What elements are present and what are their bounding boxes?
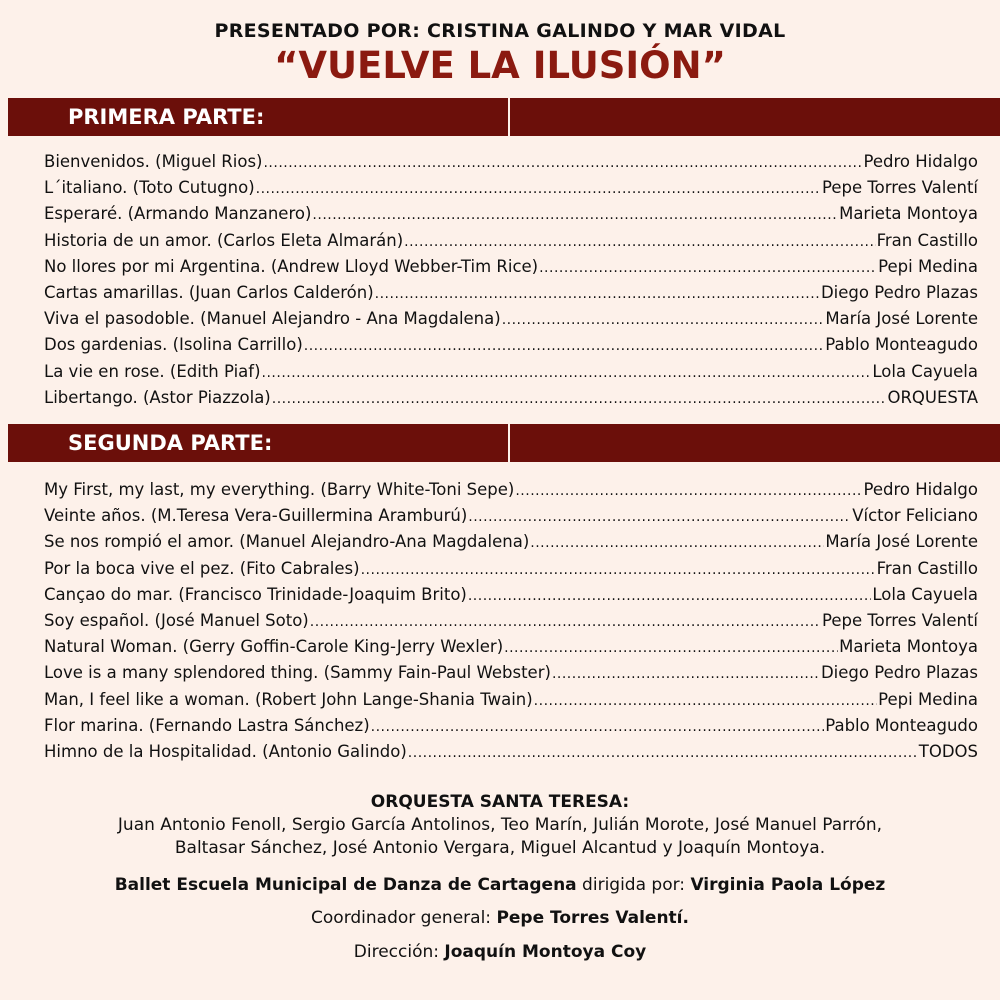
leader-dots [408,745,918,761]
song-row [44,178,978,204]
song-title: Himno de la Hospitalidad. (Antonio Galindo) [44,741,407,761]
song-row [44,532,978,558]
song-title: L´italiano. (Toto Cutugno) [44,178,255,198]
song-row [44,663,978,689]
song-list-primera [44,152,978,414]
leader-dots [375,286,820,302]
performer-name: ORQUESTA [887,387,978,407]
song-title: Cartas amarillas. (Juan Carlos Calderón) [44,282,374,302]
performer-name: Pepe Torres Valentí [821,610,978,630]
ballet-name: Ballet Escuela Municipal de Danza de Cartagena [114,875,577,895]
leader-dots [539,260,877,276]
direction-credit [0,942,1000,962]
song-title: Historia de un amor. (Carlos Eleta Almarán) [44,230,404,250]
direction-name: Joaquín Montoya Coy [444,942,647,962]
leader-dots [272,391,887,407]
ballet-credit [0,875,1000,895]
performer-name: TODOS [918,741,978,761]
performer-name: Diego Pedro Plazas [820,282,978,302]
leader-dots [534,693,877,709]
orchestra-title: ORQUESTA SANTA TERESA: [370,792,630,812]
performer-name: Pablo Monteagudo [825,335,978,355]
leader-dots [312,207,838,223]
leader-dots [552,666,820,682]
song-row [44,506,978,532]
song-title: Esperaré. (Armando Manzanero) [44,204,312,224]
leader-dots [371,719,825,735]
performer-name: Marieta Montoya [839,637,978,657]
song-row [44,283,978,309]
leader-dots [263,155,862,171]
leader-dots [304,338,824,354]
ballet-director: Virginia Paola López [690,875,886,895]
song-list-segunda [44,480,978,768]
song-row [44,742,978,768]
leader-dots [310,614,821,630]
song-row [44,388,978,414]
section-title: PRIMERA PARTE: [68,105,265,129]
performer-name: Diego Pedro Plazas [820,663,978,683]
song-title: Love is a many splendored thing. (Sammy Fain-Paul Webster) [44,663,551,683]
song-title: Man, I feel like a woman. (Robert John Lange-Shania Twain) [44,689,533,709]
song-row [44,559,978,585]
performer-name: Pepi Medina [878,256,978,276]
coordinator-name: Pepe Torres Valentí. [496,908,689,928]
coordinator-credit [0,908,1000,928]
section-title: SEGUNDA PARTE: [68,431,273,455]
song-row [44,231,978,257]
leader-dots [468,588,872,604]
presenter-line: PRESENTADO POR: CRISTINA GALINDO Y MAR VIDAL [214,20,786,42]
leader-dots [256,181,821,197]
performer-name: Pedro Hidalgo [863,152,978,171]
song-title: Natural Woman. (Gerry Goffin-Carole King-Jerry Wexler) [44,637,504,657]
orchestra-members-line1: Juan Antonio Fenoll, Sergio García Antolinos, Teo Marín, Julián Morote, José Manuel Parrón, [117,815,883,835]
song-row [44,204,978,230]
leader-dots [502,312,825,328]
song-row [44,309,978,335]
performer-name: Víctor Feliciano [852,506,978,526]
song-title: Soy español. (José Manuel Soto) [44,610,309,630]
performer-name: Pedro Hidalgo [863,480,978,499]
performer-name: Pepi Medina [878,689,978,709]
ballet-directed-label: dirigida por: [576,875,691,895]
song-row [44,257,978,283]
leader-dots [361,562,876,578]
song-row [44,585,978,611]
song-title: Por la boca vive el pez. (Fito Cabrales) [44,558,360,578]
performer-name: Fran Castillo [876,558,978,578]
leader-dots [530,535,824,551]
performer-name: Marieta Montoya [839,204,978,224]
song-row [44,716,978,742]
song-title: Se nos rompió el amor. (Manuel Alejandro-Ana Magdalena) [44,532,530,552]
song-title: Dos gardenias. (Isolina Carrillo) [44,335,303,355]
performer-name: María José Lorente [825,309,978,329]
song-row [44,480,978,506]
leader-dots [515,483,862,499]
song-row [44,690,978,716]
performer-name: Fran Castillo [876,230,978,250]
section-divider [508,98,510,136]
song-row [44,611,978,637]
song-title: Libertango. (Astor Piazzola) [44,387,271,407]
song-title: Viva el pasodoble. (Manuel Alejandro - Ana Magdalena) [44,309,501,329]
performer-name: Lola Cayuela [872,584,978,604]
song-title: Bienvenidos. (Miguel Rios) [44,152,263,171]
orchestra-members-line2: Baltasar Sánchez, José Antonio Vergara, Miguel Alcantud y Joaquín Montoya. [174,838,826,858]
song-title: Cançao do mar. (Francisco Trinidade-Joaquim Brito) [44,584,467,604]
section-header-segunda [8,424,1000,462]
section-header-primera [8,98,1000,136]
leader-dots [468,509,851,525]
leader-dots [504,640,838,656]
leader-dots [404,234,875,250]
song-title: Flor marina. (Fernando Lastra Sánchez) [44,715,370,735]
song-title: Veinte años. (M.Teresa Vera-Guillermina Aramburú) [44,506,468,526]
performer-name: Pablo Monteagudo [825,715,978,735]
song-row [44,362,978,388]
song-title: My First, my last, my everything. (Barry White-Toni Sepe) [44,480,515,499]
performer-name: Pepe Torres Valentí [821,178,978,198]
leader-dots [262,365,872,381]
performer-name: María José Lorente [825,532,978,552]
program-title: “VUELVE LA ILUSIÓN” [274,44,726,87]
performer-name: Lola Cayuela [872,361,978,381]
coordinator-label: Coordinador general: [311,908,497,928]
song-title: No llores por mi Argentina. (Andrew Lloyd Webber-Tim Rice) [44,256,539,276]
section-divider [508,424,510,462]
song-title: La vie en rose. (Edith Piaf) [44,361,261,381]
song-row [44,637,978,663]
direction-label: Dirección: [353,942,445,962]
song-row [44,152,978,178]
song-row [44,335,978,361]
